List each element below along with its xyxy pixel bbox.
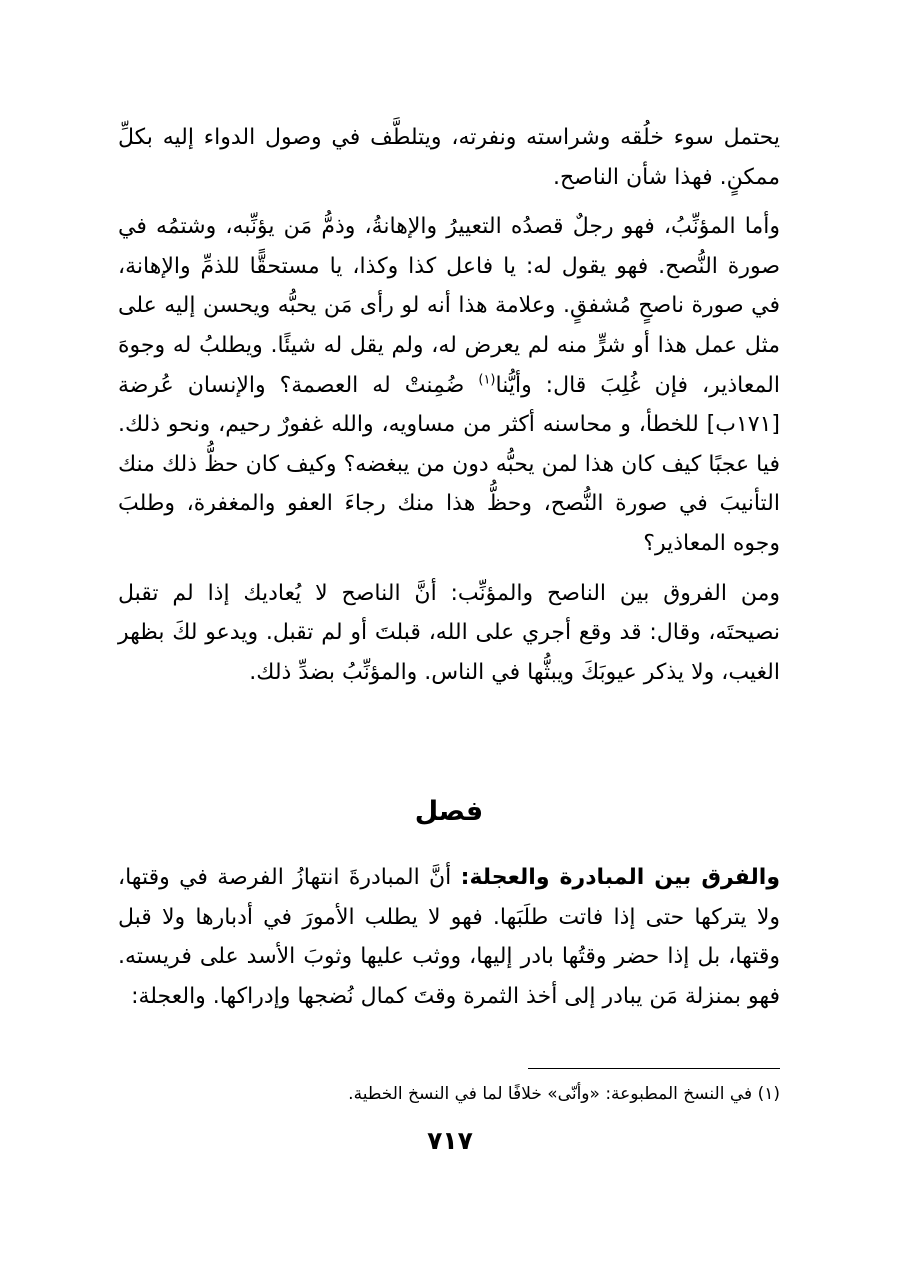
paragraph-2-continuation: ضُمِنتْ له العصمة؟ والإنسان عُرضة [١٧١ب] للخطأ، و محاسنه أكثر من مساويه، والله غفورٌ رحيم، ونحو ذلك. فيا عجبًا كيف كان هذا لمن يحبُّه دون من يبغضه؟ وكيف كان حظُّ ذلك منك التأنيبَ في صورة النُّصح، وحظُّ هذا منك رجاءَ العفو والمغفرة، وطلبَ وجوه المعاذير؟ bbox=[118, 372, 780, 556]
page-number: ٧١٧ bbox=[427, 1126, 473, 1155]
paragraph-1: يحتمل سوء خلُقه وشراسته ونفرته، ويتلطَّف في وصول الدواء إليه بكلِّ ممكنٍ. فهذا شأن الناصح. bbox=[118, 125, 780, 190]
footnote-reference: (١) bbox=[478, 372, 496, 388]
paragraph-3: ومن الفروق بين الناصح والمؤنِّب: أنَّ الناصح لا يُعاديك إذا لم تقبل نصيحتَه، وقال: قد وقع أجري على الله، قبلتَ أو لم تقبل. ويدعو لكَ بظهر الغيب، ولا يذكر عيوبَكَ ويبثُّها في الناس. والمؤنِّبُ بضدِّ ذلك. bbox=[118, 580, 780, 685]
section-lead: والفرق بين المبادرة والعجلة: bbox=[460, 865, 780, 890]
section-body: أنَّ المبادرةَ انتهازُ الفرصة في وقتها، ولا يتركها حتى إذا فاتت طلَبَها. فهو لا يطلب الأمورَ في أدبارها ولا قبل وقتها، بل إذا حضر وقتُها بادر إليها، ووثب عليها وثوبَ الأسد على فريسته. فهو بمنزلة مَن يبادر إلى أخذ الثمرة وقتَ كمال نُضجها وإدراكها. والعجلة: bbox=[118, 865, 780, 1009]
paragraph-2 bbox=[118, 207, 780, 563]
paragraph-2-text: وأما المؤنِّبُ، فهو رجلٌ قصدُه التعييرُ والإهانةُ، وذمُّ مَن يؤنِّبه، وشتمُه في صورة النُّصح. فهو يقول له: يا فاعل كذا وكذا، يا مستحقًّا للذمِّ والإهانة، في صورة ناصحٍ مُشفقٍ. وعلامة هذا أنه لو رأى مَن يحبُّه ويحسن إليه على مثل عمل هذا أو شرٍّ منه لم يعرض له، ولم يقل له شيئًا. ويطلبُ له وجوهَ المعاذير، فإن غُلِبَ قال: وأيُّنا bbox=[118, 214, 780, 398]
footnote-marker: (١) bbox=[757, 1084, 780, 1104]
footnote-divider bbox=[528, 1068, 780, 1069]
main-text bbox=[118, 118, 780, 692]
footnote bbox=[118, 1080, 780, 1108]
footnote-text: في النسخ المطبوعة: «وأنّى» خلافًا لما في النسخ الخطية. bbox=[348, 1084, 753, 1104]
section-paragraph bbox=[118, 858, 780, 1016]
section-text bbox=[118, 858, 780, 1016]
section-title: فصل bbox=[414, 796, 484, 827]
